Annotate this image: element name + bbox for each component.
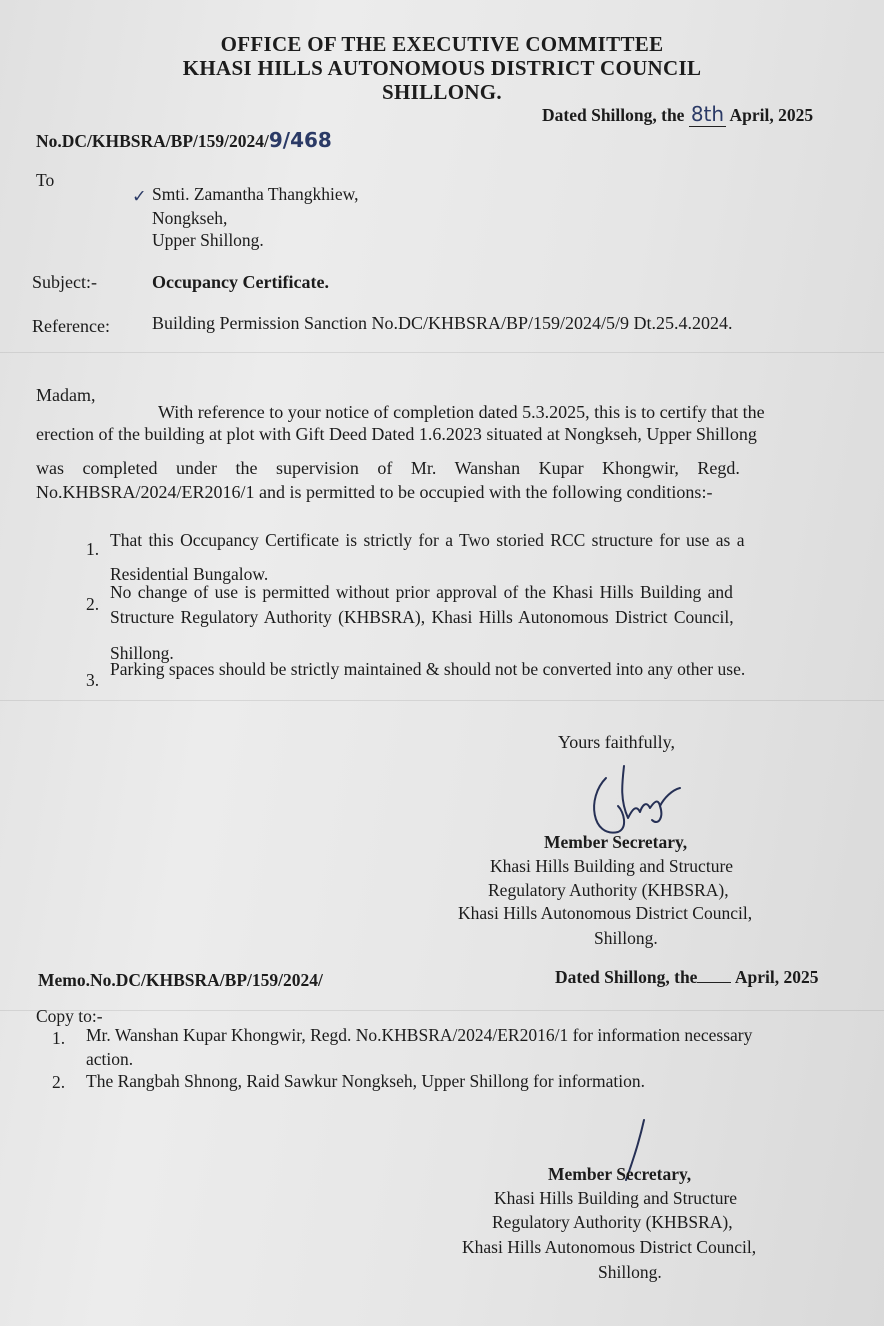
salutation: Madam, <box>36 385 96 405</box>
paper-fold <box>0 1010 884 1011</box>
copy-2-number: 2. <box>52 1072 66 1092</box>
date-day-handwritten: 8th <box>690 102 725 126</box>
subject-text: Occupancy Certificate. <box>152 272 329 292</box>
signatory-1-line-3: Regulatory Authority (KHBSRA), <box>488 880 729 900</box>
signatory-1-title: Member Secretary, <box>544 832 688 852</box>
condition-2-line-1: No change of use is permitted without prior approval of the Khasi Hills Building and <box>110 582 733 602</box>
copy-1-line-1: Mr. Wanshan Kupar Khongwir, Regd. No.KHBSRA/2024/ER2016/1 for information necessary <box>86 1025 753 1045</box>
signatory-2-line-4: Khasi Hills Autonomous District Council, <box>462 1237 757 1257</box>
header-city: SHILLONG. <box>382 80 502 104</box>
condition-2-line-3: Shillong. <box>110 643 174 663</box>
header-office: OFFICE OF THE EXECUTIVE COMMITTEE <box>220 32 664 56</box>
signatory-2-line-5: Shillong. <box>598 1262 662 1282</box>
body-line-4: No.KHBSRA/2024/ER2016/1 and is permitted to be occupied with the following conditions:- <box>36 482 713 502</box>
reference-number-printed: No.DC/KHBSRA/BP/159/2024/ <box>36 131 269 151</box>
condition-3-line-1: Parking spaces should be strictly maintained & should not be converted into any other use. <box>110 659 746 679</box>
reference-text: Building Permission Sanction No.DC/KHBSRA/BP/159/2024/5/9 Dt.25.4.2024. <box>152 313 733 333</box>
signatory-2-line-2: Khasi Hills Building and Structure <box>494 1188 738 1208</box>
body-line-3: was completed under the supervision of Mr. Wanshan Kupar Khongwir, Regd. <box>36 458 740 478</box>
addressee-locality: Nongkseh, <box>152 208 228 228</box>
condition-1-line-2: Residential Bungalow. <box>110 564 269 584</box>
signatory-1-line-4: Khasi Hills Autonomous District Council, <box>458 903 753 923</box>
condition-1-number: 1. <box>86 539 100 559</box>
to-label: To <box>36 170 55 190</box>
addressee-name: Smti. Zamantha Thangkhiew, <box>152 184 359 204</box>
copy-1-number: 1. <box>52 1028 66 1048</box>
copy-to-label: Copy to:- <box>36 1006 103 1026</box>
memo-date-blank <box>697 968 731 983</box>
reference-label: Reference: <box>32 316 110 336</box>
signatory-2-title: Member Secretary, <box>548 1164 692 1184</box>
subject-label: Subject:- <box>32 272 97 292</box>
memo-number: Memo.No.DC/KHBSRA/BP/159/2024/ <box>38 970 323 990</box>
memo-date <box>555 967 819 988</box>
header-council: KHASI HILLS AUTONOMOUS DISTRICT COUNCIL <box>182 56 702 80</box>
copy-2-line-1: The Rangbah Shnong, Raid Sawkur Nongkseh, Upper Shillong for information. <box>86 1071 645 1091</box>
reference-number-handwritten: 9/468 <box>268 128 332 152</box>
condition-3-number: 3. <box>86 670 100 690</box>
date-prefix: Dated Shillong, the <box>542 105 685 125</box>
condition-2-number: 2. <box>86 594 100 614</box>
letter-date <box>542 102 813 127</box>
tick-mark: ✓ <box>132 186 147 206</box>
reference-number <box>36 128 332 152</box>
condition-1-line-1: That this Occupancy Certificate is strictly for a Two storied RCC structure for use as a <box>110 530 745 550</box>
memo-date-suffix: April, 2025 <box>734 967 819 987</box>
condition-2-line-2: Structure Regulatory Authority (KHBSRA), Khasi Hills Autonomous District Council, <box>110 607 734 627</box>
copy-1-line-2: action. <box>86 1049 134 1069</box>
body-line-1: With reference to your notice of completion dated 5.3.2025, this is to certify that the <box>158 402 765 422</box>
addressee-city: Upper Shillong. <box>152 230 264 250</box>
memo-date-prefix: Dated Shillong, the <box>555 967 698 987</box>
paper-fold <box>0 352 884 353</box>
paper-fold <box>0 700 884 701</box>
body-line-2: erection of the building at plot with Gift Deed Dated 1.6.2023 situated at Nongkseh, Upper Shillong <box>36 424 757 444</box>
closing: Yours faithfully, <box>558 732 676 752</box>
date-suffix: April, 2025 <box>729 105 814 125</box>
signatory-2-line-3: Regulatory Authority (KHBSRA), <box>492 1212 733 1232</box>
signatory-1-line-5: Shillong. <box>594 928 658 948</box>
signatory-1-line-2: Khasi Hills Building and Structure <box>490 856 734 876</box>
